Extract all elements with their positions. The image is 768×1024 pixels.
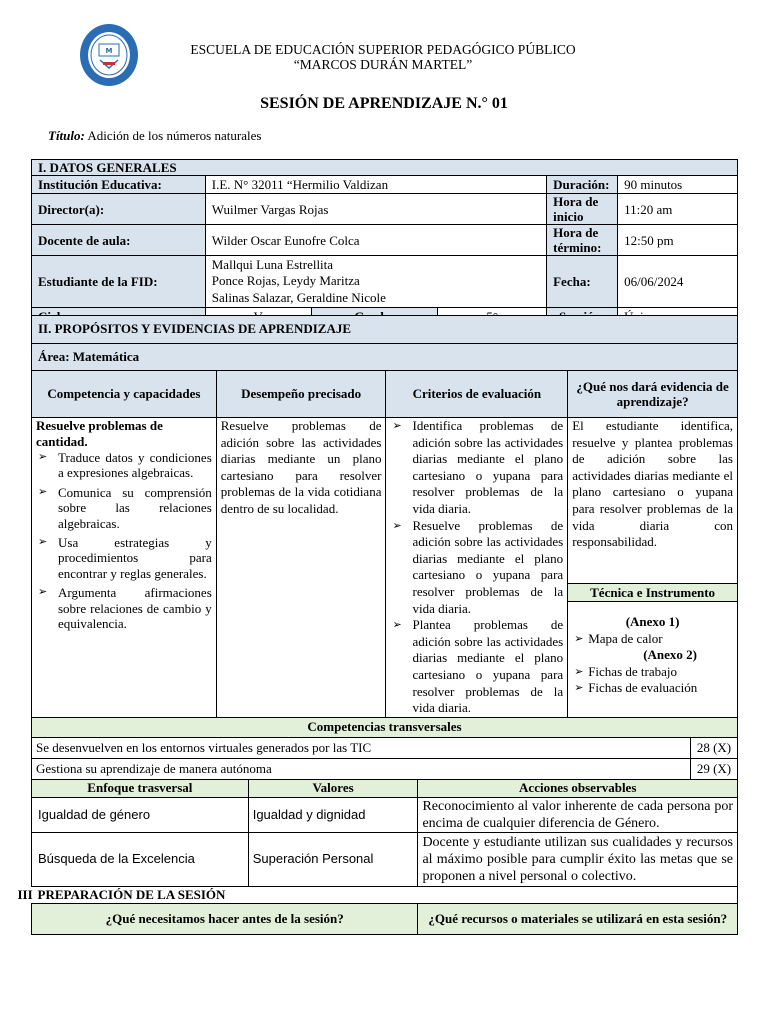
accion-cell: Docente y estudiante utilizan sus cualidades y recursos al máximo posible para cumplir éxito las metas que se proponen a nivel personal o colectivo. — [418, 832, 738, 886]
section-i-title: I. DATOS GENERALES — [32, 160, 738, 176]
transversal-item: Gestiona su aprendizaje de manera autónoma — [32, 758, 691, 779]
criterio-item: ➢ Resuelve problemas de adición sobre las actividades diarias mediante el plano cartesiano o yupana para resolver problemas de la vida diaria. — [390, 518, 563, 618]
enfoque-cell: Igualdad de género — [32, 797, 249, 832]
inst-value: I.E. N° 32011 “Hermilio Valdizan — [205, 176, 546, 194]
datos-generales-table — [31, 159, 738, 326]
docente-value: Wilder Oscar Eunofre Colca — [205, 225, 546, 256]
col-desempeno: Desempeño precisado — [216, 371, 386, 418]
school-name-line1: ESCUELA DE EDUCACIÓN SUPERIOR PEDAGÓGICO PÚBLICO — [190, 42, 576, 57]
evidencia-cell: El estudiante identifica, resuelve y plantea problemas de adición sobre las actividades diarias mediante el plano cartesiano o yupana para resolver problemas de la vida diaria con responsabilidad. — [568, 418, 738, 584]
enfoque-cell: Búsqueda de la Excelencia — [32, 832, 249, 886]
competencia-title: Resuelve problemas de cantidad. — [36, 418, 163, 449]
section-iii-title — [17, 886, 738, 903]
section-ii-title: II. PROPÓSITOS Y EVIDENCIAS DE APRENDIZAJE — [32, 316, 738, 344]
duracion-value: 90 minutos — [618, 176, 738, 194]
school-seal-icon — [76, 22, 142, 88]
col-enfoque: Enfoque trasversal — [32, 779, 249, 797]
session-title: SESIÓN DE APRENDIZAJE N.° 01 — [260, 95, 508, 112]
section-iii-number: III — [17, 887, 33, 903]
criterio-item: ➢ Plantea problemas de adición sobre las actividades diarias mediante el plano cartesiano o yupana para resolver problemas de la vida diaria. — [390, 617, 563, 717]
tecnica-cell — [568, 584, 738, 718]
docente-label: Docente de aula: — [32, 225, 206, 256]
director-label: Director(a): — [32, 194, 206, 225]
capacidad-item: ➢ Argumenta afirmaciones sobre relaciones de cambio y equivalencia. — [36, 585, 212, 631]
criterios-cell — [386, 418, 568, 718]
duracion-label: Duración: — [547, 176, 618, 194]
topic-label: Título: — [48, 128, 85, 143]
fecha-value: 06/06/2024 — [618, 256, 738, 308]
estudiante-2: Ponce Rojas, Leydy Maritza — [211, 273, 360, 289]
col-acciones: Acciones observables — [418, 779, 738, 797]
area-label: Área: Matemática — [32, 344, 738, 371]
desempeno-cell: Resuelve problemas de adición sobre las actividades diarias mediante un plano cartesiano para resolver problemas de la vida cotidiana dentro de su localidad. — [216, 418, 386, 718]
competencia-cell — [32, 418, 217, 718]
col-recursos: ¿Qué recursos o materiales se utilizará en esta sesión? — [418, 903, 738, 934]
anexo1-label: (Anexo 1) — [625, 614, 680, 629]
anexo2-item: ➢ Fichas de trabajo — [572, 664, 733, 681]
estudiante-3: Salinas Salazar, Geraldine Nicole — [211, 289, 386, 305]
school-header — [150, 42, 616, 72]
inicio-value: 11:20 am — [618, 194, 738, 225]
transversal-code: 28 (X) — [690, 737, 737, 758]
valor-cell: Superación Personal — [248, 832, 418, 886]
tecnica-label: Técnica e Instrumento — [568, 584, 737, 602]
valor-cell: Igualdad y dignidad — [248, 797, 418, 832]
termino-label: Hora de término: — [547, 225, 618, 256]
anexo2-item: ➢ Fichas de evaluación — [572, 680, 733, 697]
session-topic — [48, 128, 261, 144]
section-iii-label: PREPARACIÓN DE LA SESIÓN — [37, 887, 226, 903]
transversal-code: 29 (X) — [690, 758, 737, 779]
school-name-line2: “MARCOS DURÁN MARTEL” — [293, 57, 473, 72]
col-criterios: Criterios de evaluación — [386, 371, 568, 418]
col-competencia: Competencia y capacidades — [32, 371, 217, 418]
transversal-item: Se desenvuelven en los entornos virtuales generados por las TIC — [32, 737, 691, 758]
fecha-label: Fecha: — [547, 256, 618, 308]
estudiante-label: Estudiante de la FID: — [32, 256, 206, 308]
capacidad-item: ➢ Usa estrategias y procedimientos para encontrar y reglas generales. — [36, 535, 212, 581]
col-evidencia: ¿Qué nos dará evidencia de aprendizaje? — [568, 371, 738, 418]
director-value: Wuilmer Vargas Rojas — [205, 194, 546, 225]
propositos-table — [17, 315, 738, 935]
school-seal-logo — [76, 22, 142, 88]
topic-value: Adición de los números naturales — [87, 128, 262, 143]
criterio-item: ➢ Identifica problemas de adición sobre las actividades diarias mediante el plano cartesiano o yupana para resolver problemas de la vida diaria. — [390, 418, 563, 518]
anexo1-item: ➢ Mapa de calor — [572, 631, 733, 648]
inst-label: Institución Educativa: — [32, 176, 206, 194]
accion-cell: Reconocimiento al valor inherente de cada persona por encima de cualquier diferencia de Género. — [418, 797, 738, 832]
capacidad-item: ➢ Traduce datos y condiciones a expresiones algebraicas. — [36, 450, 212, 481]
termino-value: 12:50 pm — [618, 225, 738, 256]
svg-text:M: M — [105, 47, 113, 55]
estudiantes-list — [205, 256, 546, 308]
transversales-title: Competencias transversales — [32, 717, 738, 737]
anexo2-label: (Anexo 2) — [643, 647, 697, 663]
col-antes-sesion: ¿Qué necesitamos hacer antes de la sesión? — [32, 903, 418, 934]
col-valores: Valores — [248, 779, 418, 797]
capacidad-item: ➢ Comunica su comprensión sobre las relaciones algebraicas. — [36, 485, 212, 531]
estudiante-1: Mallqui Luna Estrellita — [211, 256, 334, 272]
inicio-label: Hora de inicio — [547, 194, 618, 225]
